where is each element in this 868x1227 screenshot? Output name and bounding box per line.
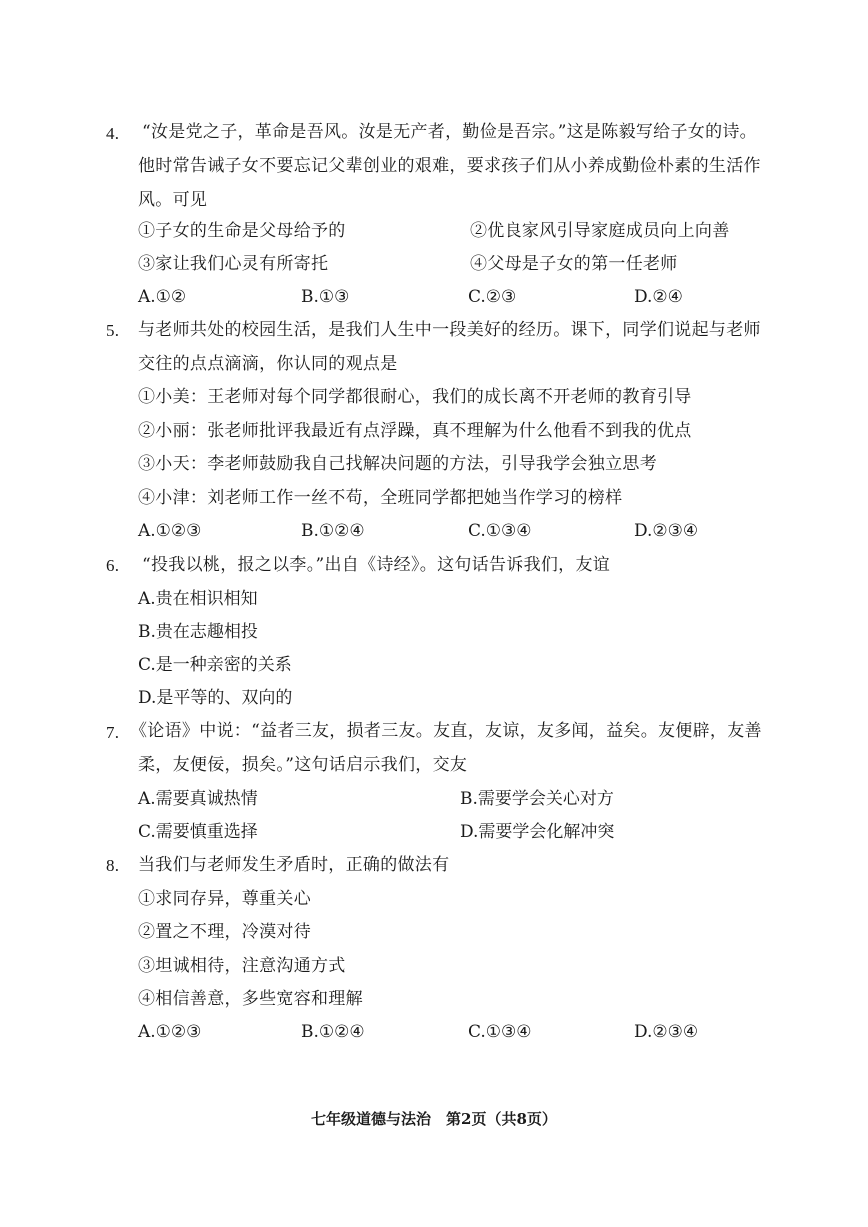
question-number: 7. xyxy=(106,723,120,742)
answer-option-c: C.①③④ xyxy=(468,521,532,541)
question-stem-line: “投我以桃，报之以李。”出自《诗经》。这句话告诉我们，友谊 xyxy=(142,555,611,575)
statement-item: ④父母是子女的第一任老师 xyxy=(470,254,678,274)
answer-option-a: A.①②③ xyxy=(138,521,202,541)
statement-item: ②小丽：张老师批评我最近有点浮躁，真不理解为什么他看不到我的优点 xyxy=(138,421,692,441)
question-stem-line: 与老师共处的校园生活，是我们人生中一段美好的经历。课下，同学们说起与老师 xyxy=(138,320,761,340)
statement-item: ②优良家风引导家庭成员向上向善 xyxy=(470,221,730,241)
answer-option-a: A.需要真诚热情 xyxy=(138,789,258,809)
answer-option-b: B.①②④ xyxy=(301,1022,365,1042)
answer-option-d: D.是平等的、双向的 xyxy=(138,688,293,708)
question-stem-line: “汝是党之子，革命是吾风。汝是无产者，勤俭是吾宗。”这是陈毅写给子女的诗。 xyxy=(142,122,757,142)
answer-option-d: D.②③④ xyxy=(634,1022,699,1042)
answer-option-d: D.②③④ xyxy=(634,521,699,541)
statement-item: ③家让我们心灵有所寄托 xyxy=(138,254,329,274)
answer-option-d: D.需要学会化解冲突 xyxy=(460,822,615,842)
answer-option-c: C.是一种亲密的关系 xyxy=(138,655,292,675)
question-stem-line: 当我们与老师发生矛盾时，正确的做法有 xyxy=(138,855,450,875)
statement-item: ①求同存异，尊重关心 xyxy=(138,889,311,909)
question-stem-line: 他时常告诫子女不要忘记父辈创业的艰难，要求孩子们从小养成勤俭朴素的生活作 xyxy=(138,156,761,176)
question-stem-line: 交往的点点滴滴，你认同的观点是 xyxy=(138,354,398,374)
statement-item: ④相信善意，多些宽容和理解 xyxy=(138,989,363,1009)
answer-option-a: A.贵在相识相知 xyxy=(138,589,258,609)
answer-option-d: D.②④ xyxy=(634,287,683,307)
statement-item: ①子女的生命是父母给予的 xyxy=(138,221,346,241)
page-footer: 七年级道德与法治 第2页（共8页） xyxy=(311,1110,557,1128)
answer-option-b: B.①②④ xyxy=(301,521,365,541)
statement-item: ④小津：刘老师工作一丝不苟，全班同学都把她当作学习的榜样 xyxy=(138,488,623,508)
statement-item: ②置之不理，冷漠对待 xyxy=(138,922,311,942)
answer-option-c: C.需要慎重选择 xyxy=(138,822,258,842)
statement-item: ③小天：李老师鼓励我自己找解决问题的方法，引导我学会独立思考 xyxy=(138,454,657,474)
answer-option-c: C.②③ xyxy=(468,287,517,307)
question-number: 8. xyxy=(106,856,120,875)
statement-item: ①小美：王老师对每个同学都很耐心，我们的成长离不开老师的教育引导 xyxy=(138,387,692,407)
statement-item: ③坦诚相待，注意沟通方式 xyxy=(138,956,346,976)
question-stem-line: 柔，友便佞，损矣。”这句话启示我们，交友 xyxy=(138,755,468,775)
question-number: 4. xyxy=(106,124,120,143)
answer-option-b: B.需要学会关心对方 xyxy=(460,789,614,809)
answer-option-a: A.①②③ xyxy=(138,1022,202,1042)
answer-option-b: B.①③ xyxy=(301,287,350,307)
question-number: 6. xyxy=(106,556,120,575)
answer-option-a: A.①② xyxy=(138,287,187,307)
answer-option-c: C.①③④ xyxy=(468,1022,532,1042)
question-stem-line: 《论语》中说：“益者三友，损者三友。友直，友谅，友多闻，益矣。友便辟，友善 xyxy=(130,721,762,741)
question-stem-line: 风。可见 xyxy=(138,190,208,210)
question-number: 5. xyxy=(106,321,120,340)
answer-option-b: B.贵在志趣相投 xyxy=(138,622,258,642)
